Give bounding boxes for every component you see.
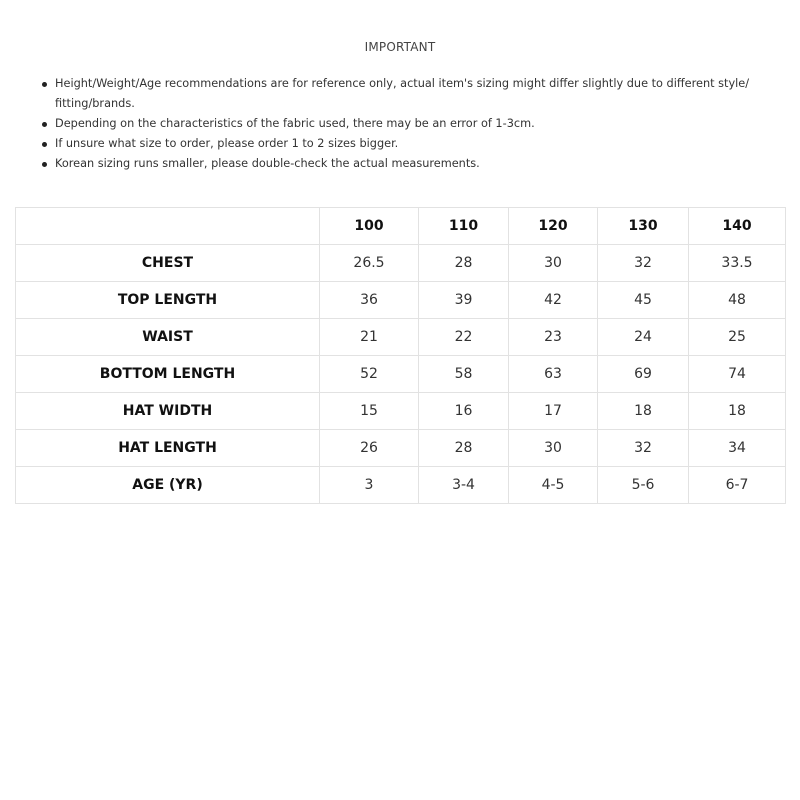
table-cell: 45 [598,282,689,319]
table-cell: 32 [598,245,689,282]
table-cell: 48 [689,282,786,319]
bullet-icon [42,122,47,127]
table-cell: 17 [509,393,598,430]
table-cell: 39 [419,282,509,319]
notice-item [42,154,785,174]
notice-text: Korean sizing runs smaller, please double-check the actual measurements. [55,157,480,170]
table-row [16,356,786,393]
table-cell: 28 [419,430,509,467]
table-row [16,467,786,504]
row-label: TOP LENGTH [16,282,320,319]
row-label: AGE (YR) [16,467,320,504]
header-cell-size: 140 [689,208,786,245]
bullet-icon [42,162,47,167]
table-cell: 28 [419,245,509,282]
table-row [16,393,786,430]
notice-text: If unsure what size to order, please order 1 to 2 sizes bigger. [55,137,399,150]
size-chart-table [15,207,786,504]
table-row [16,282,786,319]
table-cell: 63 [509,356,598,393]
table-cell: 18 [689,393,786,430]
bullet-icon [42,142,47,147]
table-cell: 21 [320,319,419,356]
table-cell: 3 [320,467,419,504]
header-cell-size: 130 [598,208,689,245]
table-cell: 74 [689,356,786,393]
table-cell: 18 [598,393,689,430]
table-cell: 36 [320,282,419,319]
table-cell: 4-5 [509,467,598,504]
table-cell: 3-4 [419,467,509,504]
row-label: HAT LENGTH [16,430,320,467]
table-cell: 26.5 [320,245,419,282]
notice-text: Height/Weight/Age recommendations are for reference only, actual item's sizing might differ slightly due to different style/ fitting/brands. [55,77,750,110]
table-cell: 30 [509,430,598,467]
table-row [16,245,786,282]
table-cell: 69 [598,356,689,393]
notice-item [42,74,785,114]
table-row [16,430,786,467]
row-label: WAIST [16,319,320,356]
table-cell: 15 [320,393,419,430]
row-label: CHEST [16,245,320,282]
table-cell: 34 [689,430,786,467]
table-cell: 5-6 [598,467,689,504]
table-cell: 25 [689,319,786,356]
table-cell: 26 [320,430,419,467]
header-cell-size: 120 [509,208,598,245]
notice-text: Depending on the characteristics of the fabric used, there may be an error of 1-3cm. [55,117,535,130]
table-cell: 42 [509,282,598,319]
table-cell: 58 [419,356,509,393]
header-cell-size: 100 [320,208,419,245]
table-cell: 30 [509,245,598,282]
table-cell: 24 [598,319,689,356]
row-label: HAT WIDTH [16,393,320,430]
table-cell: 33.5 [689,245,786,282]
important-notice [0,40,800,174]
header-cell-size: 110 [419,208,509,245]
bullet-icon [42,82,47,87]
table-row [16,319,786,356]
table-cell: 16 [419,393,509,430]
table-cell: 32 [598,430,689,467]
row-label: BOTTOM LENGTH [16,356,320,393]
table-cell: 22 [419,319,509,356]
header-cell-blank [16,208,320,245]
notice-title: IMPORTANT [364,40,436,54]
notice-item [42,114,785,134]
notice-list [0,74,800,174]
table-cell: 23 [509,319,598,356]
table-cell: 52 [320,356,419,393]
notice-item [42,134,785,154]
table-cell: 6-7 [689,467,786,504]
table-header-row [16,208,786,245]
